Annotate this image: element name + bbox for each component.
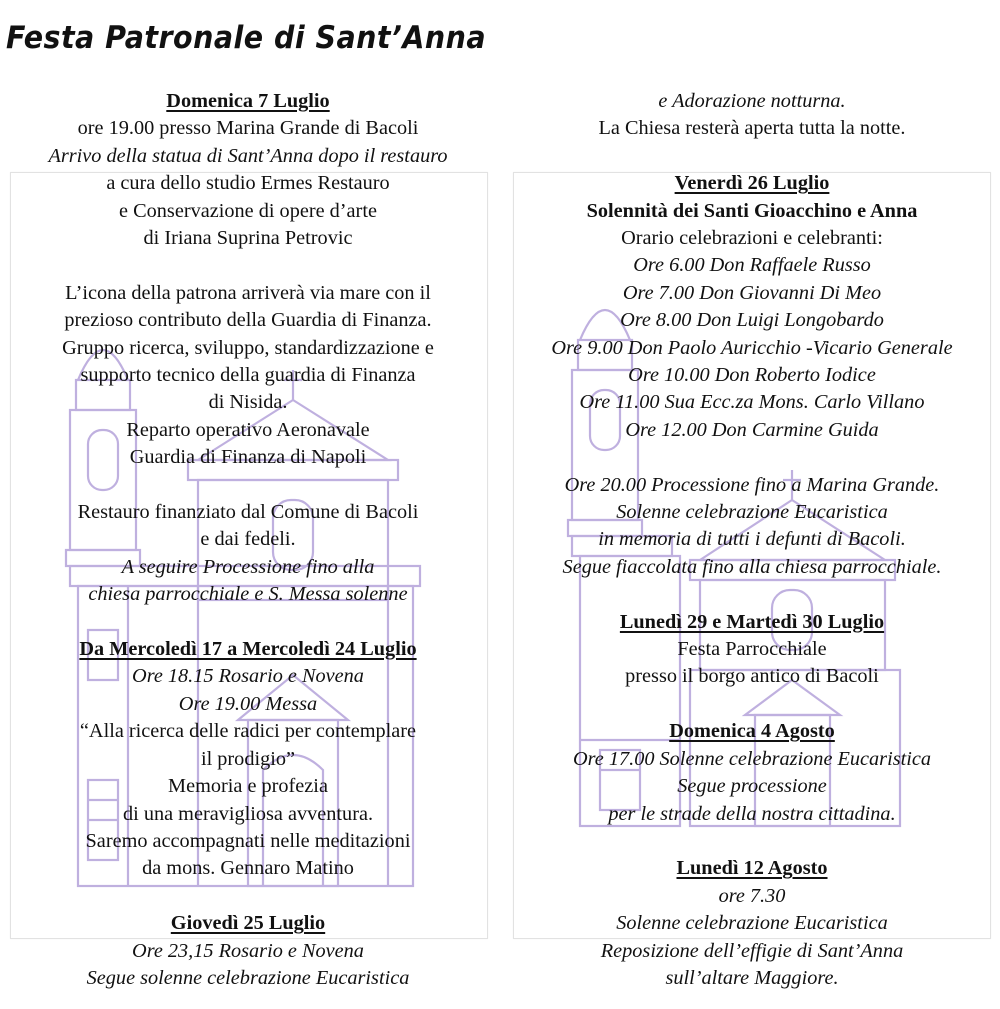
spacer <box>510 444 994 471</box>
text-line: Ore 17.00 Solenne celebrazione Eucaristica <box>572 747 932 770</box>
section-heading: Venerdì 26 Luglio <box>674 172 830 195</box>
section-heading: Lunedì 29 e Martedì 30 Luglio <box>619 610 885 633</box>
spacer <box>510 828 994 855</box>
text-line: per le strade della nostra cittadina. <box>608 802 896 825</box>
text-line: in memoria di tutti i defunti di Bacoli. <box>598 528 906 551</box>
section-heading: Da Mercoledì 17 a Mercoledì 24 Luglio <box>79 638 417 661</box>
text-line: Solenne celebrazione Eucaristica <box>616 912 888 935</box>
text-line: Ore 6.00 Don Raffaele Russo <box>633 254 871 277</box>
right-column <box>510 88 994 992</box>
text-line: Ore 23,15 Rosario e Novena <box>132 939 364 962</box>
text-line: Ore 12.00 Don Carmine Guida <box>625 418 879 441</box>
text-line: Solenne celebrazione Eucaristica <box>616 501 888 524</box>
text-line: Ore 19.00 Messa <box>178 692 318 715</box>
text-line: La Chiesa resterà aperta tutta la notte. <box>598 117 906 140</box>
text-line: Saremo accompagnati nelle meditazioni <box>85 829 411 852</box>
text-line: Arrivo della statua di Sant’Anna dopo il restauro <box>48 144 448 167</box>
text-line: Memoria e profezia <box>168 775 328 798</box>
text-line: presso il borgo antico di Bacoli <box>625 665 879 688</box>
text-line: ore 7.30 <box>718 884 786 907</box>
text-line: sull’altare Maggiore. <box>665 966 839 989</box>
text-line: Ore 20.00 Processione fino a Marina Grande. <box>564 473 940 496</box>
spacer <box>6 609 490 636</box>
text-line: di Iriana Suprina Petrovic <box>143 227 353 250</box>
text-line: chiesa parrocchiale e S. Messa solenne <box>88 583 408 606</box>
text-line: Ore 11.00 Sua Ecc.za Mons. Carlo Villano <box>579 391 925 414</box>
page-title: Festa Patronale di Sant’Anna <box>6 20 487 56</box>
text-line: il prodigio” <box>200 747 296 770</box>
text-line: da mons. Gennaro Matino <box>142 857 354 880</box>
text-line: Ore 10.00 Don Roberto Iodice <box>628 364 876 387</box>
text-line: ore 19.00 presso Marina Grande di Bacoli <box>77 117 419 140</box>
spacer <box>510 691 994 718</box>
text-line: Festa Parrocchiale <box>677 638 827 661</box>
text-line: Restauro finanziato dal Comune di Bacoli <box>77 501 419 524</box>
section-heading: Giovedì 25 Luglio <box>170 912 326 935</box>
text-line: di una meravigliosa avventura. <box>122 802 374 825</box>
text-line: L’icona della patrona arriverà via mare con il <box>65 281 431 304</box>
text-line: Ore 18.15 Rosario e Novena <box>132 665 364 688</box>
spacer <box>6 472 490 499</box>
text-line: Ore 7.00 Don Giovanni Di Meo <box>622 281 882 304</box>
text-line: Orario celebrazioni e celebranti: <box>621 227 883 250</box>
text-line: Gruppo ricerca, sviluppo, standardizzazione e <box>62 336 434 359</box>
spacer <box>510 143 994 170</box>
text-line: Ore 8.00 Don Luigi Longobardo <box>620 309 884 332</box>
text-line: Reposizione dell’effigie di Sant’Anna <box>600 939 904 962</box>
text-line: supporto tecnico della guardia di Finanza <box>80 364 416 387</box>
left-column <box>6 88 490 992</box>
text-line: prezioso contributo della Guardia di Finanza. <box>64 309 432 332</box>
text-line: Reparto operativo Aeronavale <box>126 418 370 441</box>
spacer <box>510 581 994 608</box>
spacer <box>6 883 490 910</box>
text-line: Guardia di Finanza di Napoli <box>129 446 367 469</box>
text-line: di Nisida. <box>208 391 288 414</box>
text-line: A seguire Processione fino alla <box>121 555 375 578</box>
section-heading: Lunedì 12 Agosto <box>676 857 828 880</box>
section-heading: Domenica 7 Luglio <box>166 90 330 112</box>
text-line: a cura dello studio Ermes Restauro <box>106 172 390 195</box>
text-line: Segue fiaccolata fino alla chiesa parrocchiale. <box>562 555 942 578</box>
text-line: “Alla ricerca delle radici per contemplare <box>79 720 417 743</box>
spacer <box>6 252 490 279</box>
section-heading: Domenica 4 Agosto <box>669 720 835 743</box>
text-line: Segue processione <box>677 775 827 798</box>
text-line: e Conservazione di opere d’arte <box>119 199 377 222</box>
text-line: Ore 9.00 Don Paolo Auricchio -Vicario Generale <box>551 336 953 359</box>
text-line: Solennità dei Santi Gioacchino e Anna <box>586 199 918 222</box>
text-line: Segue solenne celebrazione Eucaristica <box>86 966 410 989</box>
text-line: e Adorazione notturna. <box>658 90 846 112</box>
text-line: e dai fedeli. <box>200 528 296 551</box>
